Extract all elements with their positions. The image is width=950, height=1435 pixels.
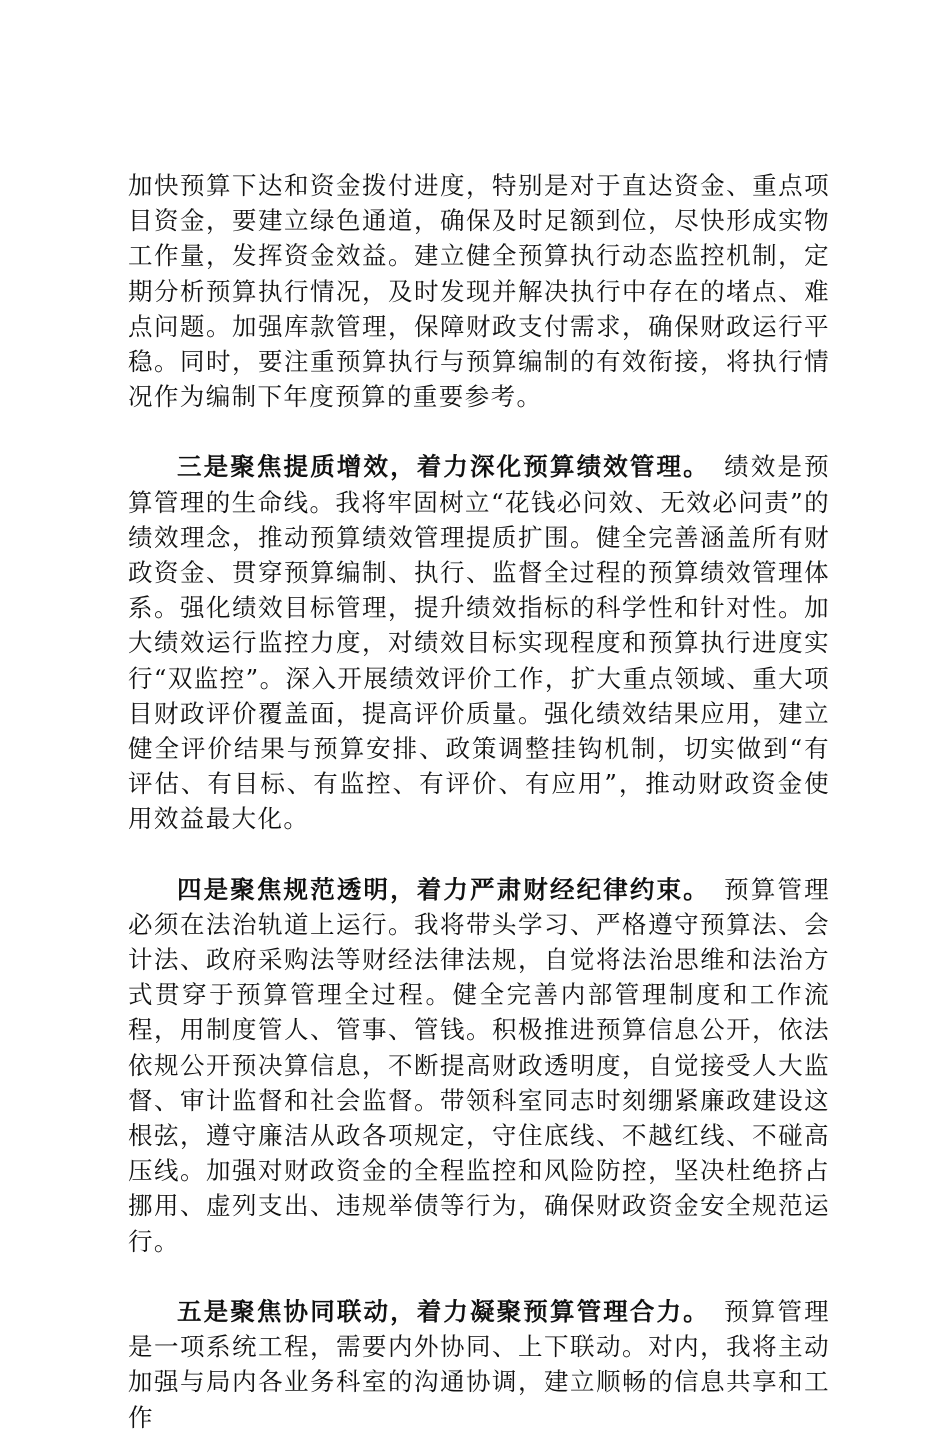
paragraph-heading: 三是聚焦提质增效，着力深化预算绩效管理。 [177,452,724,482]
paragraph-body: 加快预算下达和资金拨付进度，特别是对于直达资金、重点项目资金，要建立绿色通道，确保及时足额到位，尽快形成实物工作量，发挥资金效益。建立健全预算执行动态监控机制，定期分析预算执行情况，及时发现并解决执行中存在的堵点、难点问题。加强库款管理，保障财政支付需求，确保财政运行平稳。同时，要注重预算执行与预算编制的有效衔接，将执行情况作为编制下年度预算的重要参考。 [128,171,830,412]
paragraph-body: 预算管理必须在法治轨道上运行。我将带头学习、严格遵守预算法、会计法、政府采购法等财经法律法规，自觉将法治思维和法治方式贯穿于预算管理全过程。健全完善内部管理制度和工作流程，用制度管人、管事、管钱。积极推进预算信息公开，依法依规公开预决算信息，不断提高财政透明度，自觉接受人大监督、审计监督和社会监督。带领科室同志时刻绷紧廉政建设这根弦，遵守廉洁从政各项规定，守住底线、不越红线、不碰高压线。加强对财政资金的全程监控和风险防控，坚决杜绝挤占挪用、虚列支出、违规举债等行为，确保财政资金安全规范运行。 [128,874,830,1256]
document-page [128,168,830,1435]
paragraph-financial-discipline [128,872,830,1259]
paragraph-body: 预算管理是一项系统工程，需要内外协同、上下联动。对内，我将主动加强与局内各业务科室的沟通协调，建立顺畅的信息共享和工作 [128,1296,830,1432]
paragraph-performance-management [128,449,830,836]
paragraph-heading: 四是聚焦规范透明，着力严肃财经纪律约束。 [177,874,724,904]
paragraph-body: 绩效是预算管理的生命线。我将牢固树立“花钱必问效、无效必问责”的绩效理念，推动预算绩效管理提质扩围。健全完善涵盖所有财政资金、贯穿预算编制、执行、监督全过程的预算绩效管理体系。强化绩效目标管理，提升绩效指标的科学性和针对性。加大绩效运行监控力度，对绩效目标实现程度和预算执行进度实行“双监控”。深入开展绩效评价工作，扩大重点领域、重大项目财政评价覆盖面，提高评价质量。强化绩效结果应用，建立健全评价结果与预算安排、政策调整挂钩机制，切实做到“有评估、有目标、有监控、有评价、有应用”，推动财政资金使用效益最大化。 [128,452,830,834]
paragraph-coordination [128,1294,830,1435]
paragraph-heading: 五是聚焦协同联动，着力凝聚预算管理合力。 [177,1296,724,1326]
paragraph-budget-execution [128,168,830,414]
